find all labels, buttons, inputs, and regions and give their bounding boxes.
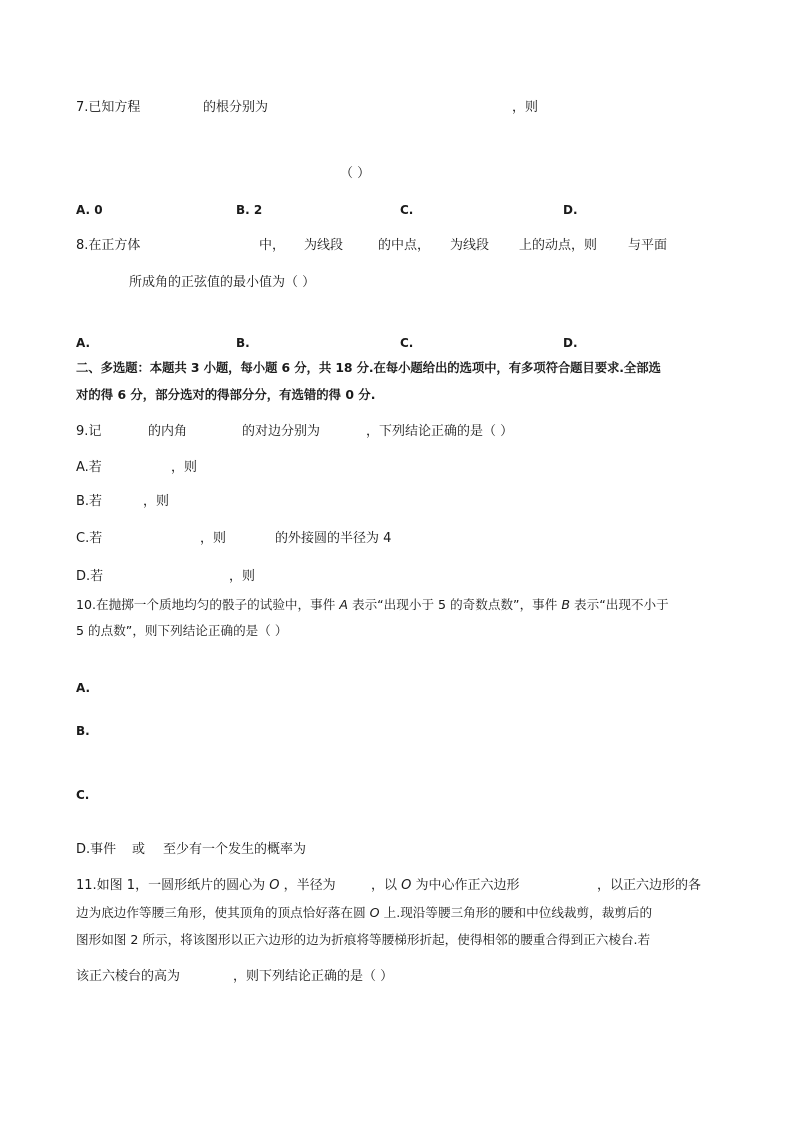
q8-option-b: B. [236, 336, 250, 350]
q11-l1-b: ，半径为 [283, 878, 336, 893]
q11-l2-b: 上.现沿等腰三角形的腰和中位线裁剪，裁剪后的 [383, 905, 653, 920]
q8-option-d: D. [563, 336, 578, 350]
q8-part-c: 为线段 [304, 238, 344, 253]
q10-option-a: A. [76, 681, 91, 695]
q9-option-d-then: ，则 [229, 569, 256, 584]
q9-part-d: ，下列结论正确的是（ ） [366, 424, 514, 439]
q10-line1 [76, 597, 669, 613]
q10-option-c: C. [76, 788, 90, 802]
q9-option-b-label: B.若 [76, 494, 103, 509]
q8-part-d: 的中点， [378, 238, 431, 253]
q10-line1-a: 10.在抛掷一个质地均匀的骰子的试验中，事件 [76, 597, 336, 612]
q9-part-c: 的对边分别为 [242, 424, 321, 439]
q11-line1-a [76, 878, 336, 894]
q7-stem [76, 100, 140, 116]
section2-line2: 对的得 6 分，部分选对的得部分分，有选错的得 0 分. [76, 387, 376, 402]
q10-event-b: B [561, 597, 571, 612]
q9-part-a: 9.记 [76, 424, 102, 439]
q7-mid: 的根分别为 [203, 100, 269, 115]
q11-l1-c: ，以 [371, 878, 398, 893]
q8-part-b: 中， [259, 238, 286, 253]
q11-l1-a: 11.如图 1，一圆形纸片的圆心为 [76, 878, 266, 893]
q10-option-d-c: 至少有一个发生的概率为 [163, 842, 307, 857]
q11-l1-d: 为中心作正六边形 [415, 878, 520, 893]
q11-l1-e: ，以正六边形的各 [597, 878, 702, 893]
q8-part-f: 上的动点，则 [519, 238, 598, 253]
q9-option-c-tail: 的外接圆的半径为 4 [275, 531, 392, 546]
q7-option-a: A. 0 [76, 203, 103, 217]
q11-line3: 图形如图 2 所示，将该图形以正六边形的边为折痕将等腰梯形折起，使得相邻的腰重合得到正六棱台.若 [76, 932, 651, 947]
q8-option-a: A. [76, 336, 91, 350]
q10-line1-c: 表示“出现不小于 [574, 597, 669, 612]
q7-suffix: ，则 [512, 100, 539, 115]
q11-l4-a: 该正六棱台的高为 [76, 969, 181, 984]
q8-part-a: 8.在正方体 [76, 238, 141, 253]
q8-part-e: 为线段 [450, 238, 490, 253]
q10-option-d-b: 或 [132, 842, 146, 857]
q11-l2-a: 边为底边作等腰三角形，使其顶角的顶点恰好落在圆 [76, 905, 366, 920]
section2-line1: 二、多选题：本题共 3 小题，每小题 6 分，共 18 分.在每小题给出的选项中，有多项符合题目要求.全部选 [76, 360, 661, 375]
q9-option-b-then: ，则 [143, 494, 170, 509]
q8-line2: 所成角的正弦值的最小值为（ ） [129, 275, 316, 290]
q10-line1-b: 表示“出现小于 5 的奇数点数”，事件 [351, 597, 558, 612]
q10-line2: 5 的点数”，则下列结论正确的是（ ） [76, 623, 288, 638]
q11-l2-o: O [369, 905, 380, 920]
q11-line2 [76, 905, 652, 921]
q7-option-c: C. [400, 203, 414, 217]
q9-option-d-label: D.若 [76, 569, 104, 584]
q11-l4-b: ，则下列结论正确的是（ ） [233, 969, 394, 984]
q7-answer-paren: （ ） [340, 166, 371, 181]
q9-part-b: 的内角 [148, 424, 188, 439]
q9-option-c-then: ，则 [200, 531, 227, 546]
q10-option-b: B. [76, 724, 90, 738]
q11-line1-b [371, 878, 520, 894]
q9-option-c-label: C.若 [76, 531, 103, 546]
q7-prefix: 7.已知方程 [76, 100, 141, 115]
q7-option-b: B. 2 [236, 203, 263, 217]
q11-l1-o2: O [401, 878, 412, 893]
q10-option-d-a: D.事件 [76, 842, 117, 857]
q10-event-a: A [339, 597, 348, 612]
q8-part-g: 与平面 [628, 238, 668, 253]
q11-l1-o1: O [269, 878, 280, 893]
q9-option-a-label: A.若 [76, 460, 102, 475]
q7-option-d: D. [563, 203, 578, 217]
q8-option-c: C. [400, 336, 414, 350]
q9-option-a-then: ，则 [171, 460, 198, 475]
